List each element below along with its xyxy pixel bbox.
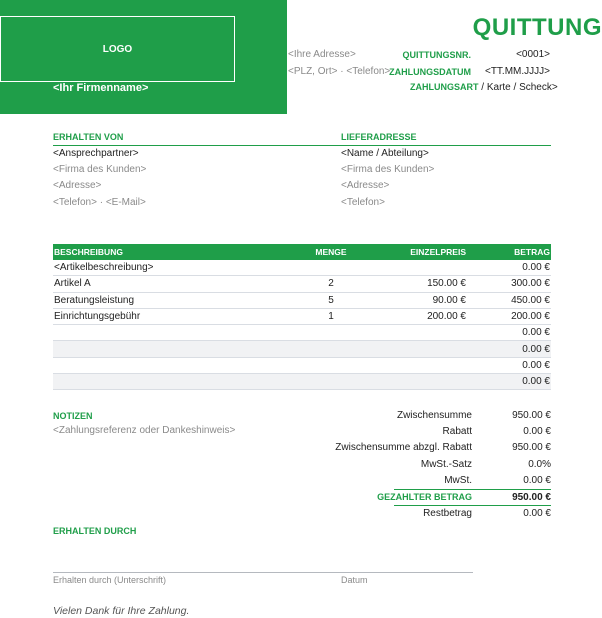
column-header-amount: BETRAG <box>467 244 551 260</box>
sender-address: <Ihre Adresse> <box>288 49 356 60</box>
cell-description: Beratungsleistung <box>53 292 285 308</box>
table-row <box>53 260 551 276</box>
client-phone-email: <Telefon> · <E-Mail> <box>53 197 146 208</box>
sender-city-phone: <PLZ, Ort> · <Telefon> <box>288 66 391 77</box>
column-header-description: BESCHREIBUNG <box>53 244 285 260</box>
subtotal-value: 950.00 € <box>512 410 551 421</box>
cell-quantity <box>285 357 377 373</box>
subtotal-after-discount-value: 950.00 € <box>512 442 551 453</box>
thank-you-note: Vielen Dank für Ihre Zahlung. <box>53 605 190 617</box>
cell-quantity: 1 <box>285 308 377 324</box>
cell-description: <Artikelbeschreibung> <box>53 260 285 276</box>
cell-description <box>53 374 285 390</box>
balance-value: 0.00 € <box>523 508 551 519</box>
receipt-number-value: <0001> <box>516 49 550 60</box>
table-row <box>53 374 551 390</box>
received-by-heading: ERHALTEN DURCH <box>53 526 137 536</box>
column-header-quantity: MENGE <box>285 244 377 260</box>
tax-label: MwSt. <box>444 475 472 486</box>
table-row <box>53 341 551 357</box>
discount-label: Rabatt <box>442 426 472 437</box>
cell-quantity <box>285 341 377 357</box>
cell-description <box>53 325 285 341</box>
cell-unit-price <box>377 325 467 341</box>
amount-paid-value: 950.00 € <box>512 492 551 503</box>
table-row <box>53 325 551 341</box>
cell-amount: 200.00 € <box>467 308 551 324</box>
section-divider <box>53 145 551 146</box>
client-contact: <Ansprechpartner> <box>53 148 139 159</box>
balance-label: Restbetrag <box>423 508 472 519</box>
cell-amount: 0.00 € <box>467 260 551 276</box>
payment-date-value: <TT.MM.JJJJ> <box>484 66 550 77</box>
cell-unit-price <box>377 341 467 357</box>
cell-unit-price <box>377 357 467 373</box>
cell-amount: 0.00 € <box>467 341 551 357</box>
discount-value: 0.00 € <box>523 426 551 437</box>
cell-amount: 0.00 € <box>467 357 551 373</box>
table-row <box>53 276 551 292</box>
cell-quantity <box>285 325 377 341</box>
tax-rate-value: 0.0% <box>528 459 551 470</box>
tax-value: 0.00 € <box>523 475 551 486</box>
cell-amount: 300.00 € <box>467 276 551 292</box>
table-header-row <box>53 244 551 260</box>
client-address: <Adresse> <box>53 180 102 191</box>
cell-unit-price: 90.00 € <box>377 292 467 308</box>
table-row <box>53 357 551 373</box>
cell-unit-price: 150.00 € <box>377 276 467 292</box>
cell-description <box>53 341 285 357</box>
cell-unit-price <box>377 374 467 390</box>
delivery-heading: LIEFERADRESSE <box>341 132 417 142</box>
paid-divider-top <box>394 489 551 490</box>
cell-description <box>53 357 285 373</box>
delivery-company: <Firma des Kunden> <box>341 164 435 175</box>
table-row <box>53 308 551 324</box>
notes-text: <Zahlungsreferenz oder Dankeshinweis> <box>53 425 236 436</box>
payment-method <box>410 82 558 93</box>
payment-method-label: ZAHLUNGSART <box>410 82 479 92</box>
subtotal-after-discount-label: Zwischensumme abzgl. Rabatt <box>335 442 472 453</box>
notes-heading: NOTIZEN <box>53 411 93 421</box>
cell-description: Einrichtungsgebühr <box>53 308 285 324</box>
cell-quantity <box>285 374 377 390</box>
signature-date-label: Datum <box>341 575 368 585</box>
tax-rate-label: MwSt.-Satz <box>420 459 472 470</box>
payment-date-label: ZAHLUNGSDATUM <box>389 67 471 77</box>
cell-quantity <box>285 260 377 276</box>
receipt-number-label: QUITTUNGSNR. <box>402 50 471 60</box>
signature-line <box>53 572 473 573</box>
cell-amount: 0.00 € <box>467 374 551 390</box>
delivery-phone: <Telefon> <box>341 197 385 208</box>
payment-method-value: / Karte / Scheck> <box>478 82 558 93</box>
cell-amount: 0.00 € <box>467 325 551 341</box>
cell-description: Artikel A <box>53 276 285 292</box>
paid-divider-bottom <box>394 505 551 506</box>
cell-amount: 450.00 € <box>467 292 551 308</box>
column-header-unit-price: EINZELPREIS <box>377 244 467 260</box>
cell-quantity: 2 <box>285 276 377 292</box>
amount-paid-label: GEZAHLTER BETRAG <box>377 492 472 502</box>
delivery-address: <Adresse> <box>341 180 390 191</box>
signature-label: Erhalten durch (Unterschrift) <box>53 575 167 585</box>
client-company: <Firma des Kunden> <box>53 164 147 175</box>
cell-unit-price: 200.00 € <box>377 308 467 324</box>
subtotal-label: Zwischensumme <box>396 410 472 421</box>
delivery-name: <Name / Abteilung> <box>341 148 429 159</box>
cell-unit-price <box>377 260 467 276</box>
table-row <box>53 292 551 308</box>
company-name: <Ihr Firmenname> <box>53 82 149 94</box>
logo-placeholder: LOGO <box>0 16 235 82</box>
document-title: QUITTUNG <box>472 14 602 41</box>
items-table <box>53 244 551 390</box>
received-from-heading: ERHALTEN VON <box>53 132 124 142</box>
cell-quantity: 5 <box>285 292 377 308</box>
